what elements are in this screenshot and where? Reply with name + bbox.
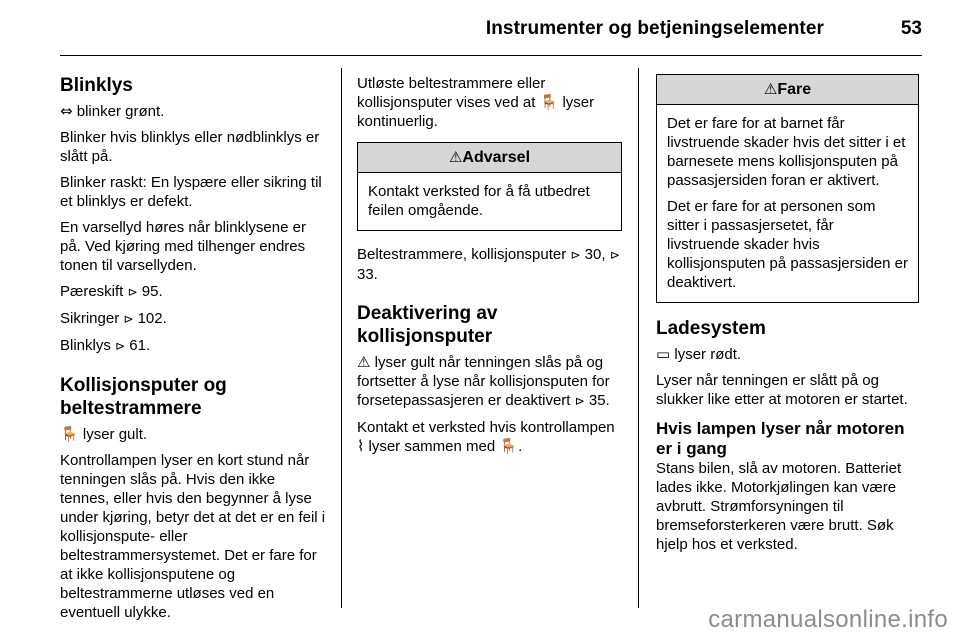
reference-arrow-icon: ⊳ — [570, 248, 581, 262]
contact-workshop-paragraph: Kontakt et verksted hvis kontrollampen ⌇ lyser sammen med 🪑. — [357, 419, 615, 455]
airbag-status: 🪑 lyser gult. — [60, 425, 148, 443]
page-link[interactable]: 102. — [137, 310, 167, 327]
column-divider-1 — [341, 68, 342, 608]
heading-motor-running: Hvis lampen lyser når motoren er i gang — [656, 419, 905, 458]
header-divider — [60, 55, 922, 56]
ladesystem-paragraph: Lyser når tenningen er slått på og slukker like etter at motoren er startet. — [656, 372, 908, 408]
fare-box — [656, 74, 919, 303]
page-header-title: Instrumenter og betjeningselementer — [485, 18, 824, 39]
reference-arrow-icon: ⊳ — [123, 312, 134, 326]
page-number: 53 — [900, 18, 922, 39]
airbag-off-paragraph: ⚠ lyser gult når tenningen slås på og fortsetter å lyse når kollisjonsputen for forsetepassasjeren er deaktivert ⊳ 35. — [357, 353, 610, 409]
battery-icon: ▭ — [656, 345, 671, 363]
page-link[interactable]: 33. — [357, 266, 378, 283]
advarsel-box — [357, 142, 622, 231]
airbag-icon: 🪑 — [539, 93, 559, 111]
airbag-paragraph: Kontrollampen lyser en kort stund når tenningen slås på. Hvis den ikke tennes, eller hvis den begynner å lyse under kjøring, betyr det at det er en feil i kollisjonspute- eller beltestrammersystemet. Det er fare for at ikke kollisjonsputene og beltestrammerne utløses ved en eventuell ulykke. — [60, 452, 326, 621]
column-divider-2 — [638, 68, 639, 608]
blinklys-paragraph: Blinker hvis blinklys eller nødblinklys er slått på. — [60, 129, 320, 165]
warning-triangle-icon: ⚠ — [448, 148, 463, 166]
blinklys-paragraph: En varsellyd høres når blinklysene er på. Ved kjøring med tilhenger endres tonen til varsellyden. — [60, 219, 306, 274]
page-link[interactable]: 35. — [588, 392, 610, 409]
airbag-icon: 🪑 — [60, 425, 79, 443]
airbag-deployed-paragraph: Utløste beltestrammere eller kollisjonsputer vises ved at 🪑 lyser kontinuerlig. — [357, 75, 595, 130]
reference-arrow-icon: ⊳ — [115, 339, 126, 353]
fare-body: Det er fare for at barnet får livstruende skader hvis det sitter i et barnesete mens kollisjonsputen på passasjersiden foran er aktivert. Det er fare for at personen som sitter i passasjersetet, får livstruende skader hvis kollisjonsputen på passasjersiden er deaktivert. — [667, 115, 908, 291]
page-link[interactable]: 30, — [584, 246, 606, 263]
heading-blinklys: Blinklys — [60, 75, 133, 96]
reference-arrow-icon: ⊳ — [574, 394, 585, 408]
reference-arrow-icon: ⊳ — [127, 285, 138, 299]
heading-kollisjonsputer: Kollisjonsputer og beltestrammere — [60, 375, 227, 419]
column-right — [656, 74, 919, 561]
warning-triangle-icon: ⚠ — [763, 80, 778, 98]
watermark: carmanualsonline.info — [708, 606, 948, 633]
column-left — [60, 74, 326, 629]
cross-reference: Blinklys ⊳ 61. — [60, 337, 151, 354]
cross-reference: Sikringer ⊳ 102. — [60, 310, 167, 327]
advarsel-body: Kontakt verksted for å få utbedret feilen omgående. — [368, 183, 590, 219]
page-link[interactable]: 61. — [129, 337, 151, 354]
fare-header: ⚠Fare — [657, 75, 918, 105]
blinklys-paragraph: Blinker raskt: En lyspære eller sikring til et blinklys er defekt. — [60, 174, 322, 210]
seatbelt-icon: ⌇ — [357, 437, 365, 455]
heading-ladesystem: Ladesystem — [656, 318, 766, 339]
column-middle — [357, 74, 622, 463]
battery-status: ▭ lyser rødt. — [656, 345, 742, 363]
heading-deaktivering: Deaktivering av kollisjonsputer — [357, 303, 498, 347]
page-link[interactable]: 95. — [141, 283, 163, 300]
cross-reference: Pæreskift ⊳ 95. — [60, 283, 163, 300]
cross-reference: Beltestrammere, kollisjonsputer ⊳ 30, ⊳ 33. — [357, 246, 620, 283]
advarsel-header: ⚠Advarsel — [358, 143, 621, 173]
motor-running-paragraph: Stans bilen, slå av motoren. Batteriet lades ikke. Motorkjølingen kan være avbrutt. Strømforsyningen til bremseforsterkeren være brutt. Søk hjelp hos et verksted. — [656, 460, 902, 553]
turn-signal-icon: ⇔ — [60, 102, 73, 120]
blinklys-status: ⇔ blinker grønt. — [60, 102, 165, 120]
airbag-icon: 🪑 — [499, 437, 519, 455]
airbag-off-icon: ⚠ — [357, 353, 371, 371]
reference-arrow-icon: ⊳ — [609, 248, 620, 262]
